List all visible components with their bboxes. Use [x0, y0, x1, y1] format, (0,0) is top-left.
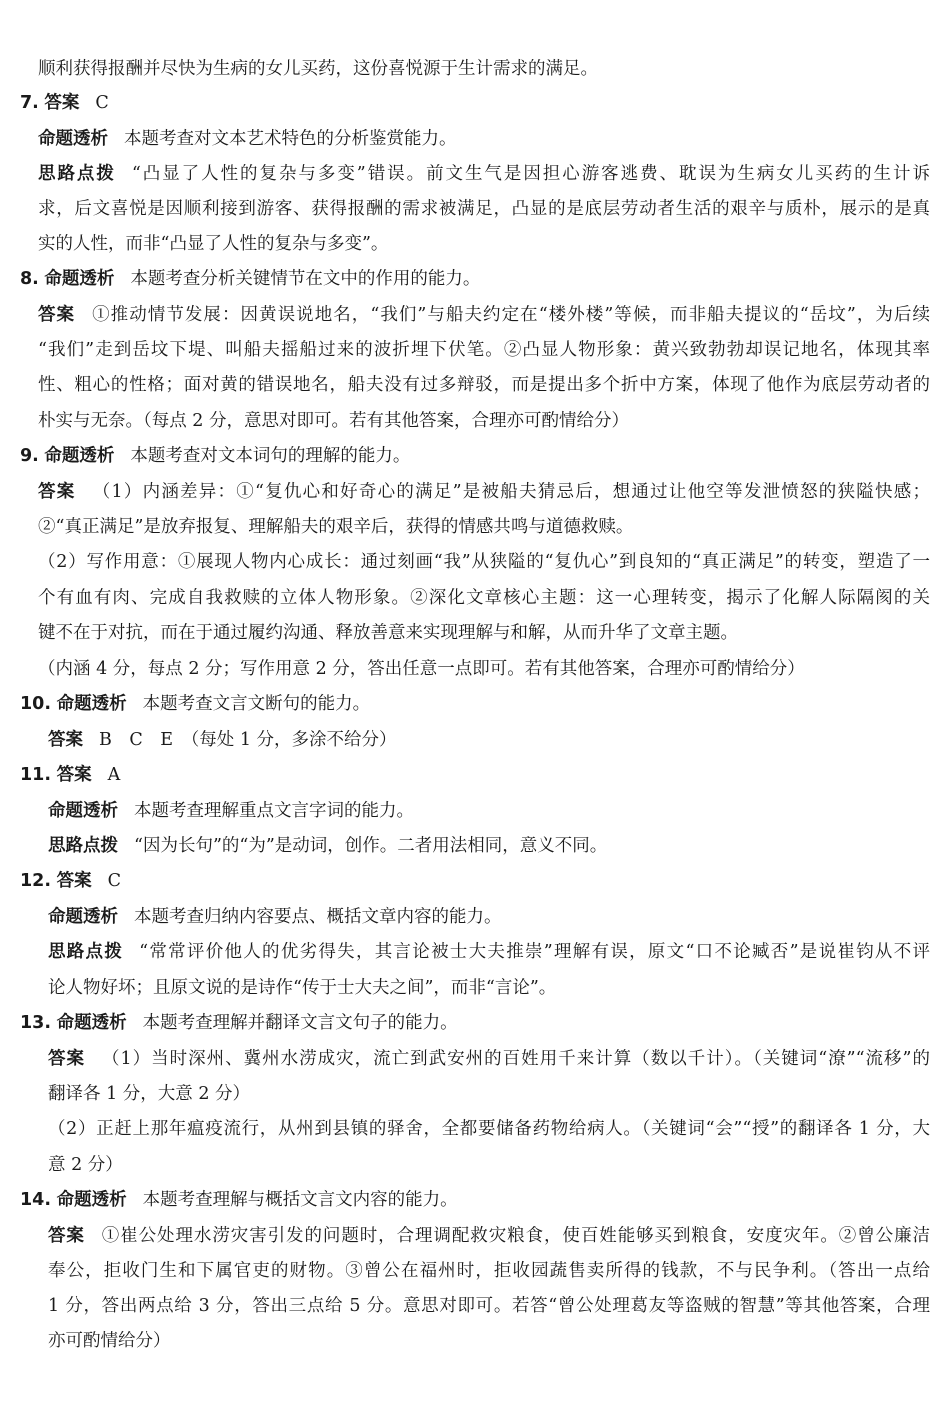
q12-analysis-text: 本题考查归纳内容要点、概括文章内容的能力。	[134, 907, 502, 927]
q8-analysis-row	[20, 267, 480, 291]
q7-analysis-row	[38, 127, 457, 151]
q11-hint-text: “因为长句”的“为”是动词，创作。二者用法相同，意义不同。	[134, 836, 608, 856]
q11-analysis-label: 命题透析	[48, 801, 118, 821]
q9-number: 9.	[20, 446, 39, 466]
q12-hint-line-1: 思路点拨 “常常评价他人的优劣得失，其言论被士大夫推崇”理解有误，原文“口不论臧否”是说崔钧从不评	[48, 942, 930, 962]
q12-number: 12.	[20, 871, 52, 891]
q13-answer-line-1: 答案 （1）当时深州、冀州水涝成灾，流亡到武安州的百姓用千来计算（数以千计）。（关键词“潦”“流移”的	[48, 1049, 931, 1069]
q10-analysis-row	[20, 692, 370, 716]
q11-analysis-text: 本题考查理解重点文言字词的能力。	[134, 801, 414, 821]
q9-analysis-row	[20, 444, 410, 468]
q8-answer-line-1: 答案 ①推动情节发展：因黄误说地名，“我们”与船夫约定在“楼外楼”等候，而非船夫提议的“岳坟”，为后续	[38, 305, 930, 325]
q8-analysis-label: 命题透析	[44, 269, 115, 289]
q7-analysis-label: 命题透析	[38, 129, 108, 149]
q13-answer-line-2: 翻译各 1 分，大意 2 分）	[48, 1084, 251, 1104]
q13-analysis-label: 命题透析	[56, 1013, 127, 1033]
q7-answer-value: C	[95, 93, 109, 113]
q13-answer-line-3: （2）正赶上那年瘟疫流行，从州到县镇的驿舍，全都要储备药物给病人。（关键词“会”“授”的翻译各 1 分，大	[48, 1119, 930, 1139]
q10-analysis-label: 命题透析	[56, 694, 127, 714]
q11-analysis-row	[48, 799, 414, 823]
q10-answer-row	[48, 728, 397, 752]
q11-number: 11.	[20, 765, 52, 785]
q7-hint-line-1: 思路点拨 “凸显了人性的复杂与多变”错误。前文生气是因担心游客逃费、耽误为生病女儿买药的生计诉	[38, 164, 931, 184]
q12-analysis-label: 命题透析	[48, 907, 118, 927]
q12-hint-line-2: 论人物好坏；且原文说的是诗作“传于士大夫之间”，而非“言论”。	[48, 978, 557, 998]
q14-answer-line-2: 奉公，拒收门生和下属官吏的财物。③曾公在福州时，拒收园蔬售卖所得的钱款，不与民争利。（答出一点给	[48, 1261, 930, 1281]
q9-analysis-label: 命题透析	[44, 446, 115, 466]
q8-analysis-text: 本题考查分析关键情节在文中的作用的能力。	[130, 269, 481, 289]
q14-answer-line-4: 亦可酌情给分）	[48, 1331, 171, 1351]
q7-hint-line-2: 求，后文喜悦是因顺利接到游客、获得报酬的需求被满足，凸显的是底层劳动者生活的艰辛与质朴，展示的是真	[38, 199, 930, 219]
q14-number: 14.	[20, 1190, 52, 1210]
q12-analysis-row	[48, 905, 502, 929]
q14-analysis-row	[20, 1188, 458, 1212]
q13-analysis-text: 本题考查理解并翻译文言文句子的能力。	[142, 1013, 458, 1033]
q9-analysis-text: 本题考查对文本词句的理解的能力。	[130, 446, 411, 466]
q8-answer-line-4: 朴实与无奈。（每点 2 分，意思对即可。若有其他答案，合理亦可酌情给分）	[38, 411, 630, 431]
q9-answer-line-2: ②“真正满足”是放弃报复、理解船夫的艰辛后，获得的情感共鸣与道德救赎。	[38, 517, 634, 537]
q9-answer-line-3: （2）写作用意：①展现人物内心成长：通过刻画“我”从狭隘的“复仇心”到良知的“真正满足”的转变，塑造了一	[38, 552, 930, 572]
q14-answer-line-1: 答案 ①崔公处理水涝灾害引发的问题时，合理调配救灾粮食，使百姓能够买到粮食，安度灾年。②曾公廉洁	[48, 1226, 931, 1246]
q14-analysis-text: 本题考查理解与概括文言文内容的能力。	[142, 1190, 458, 1210]
q10-analysis-text: 本题考查文言文断句的能力。	[142, 694, 371, 714]
q11-hint-row	[48, 834, 607, 858]
q7-number: 7.	[20, 93, 39, 113]
q12-answer-row	[20, 869, 121, 893]
q8-answer-line-2: “我们”走到岳坟下堤、叫船夫摇船过来的波折埋下伏笔。②凸显人物形象：黄兴致勃勃却误记地名，体现其率	[38, 340, 930, 360]
q8-answer-label: 答案	[38, 305, 76, 325]
q14-answer-label: 答案	[48, 1226, 85, 1246]
q11-answer-label: 答案	[56, 765, 92, 785]
q12-hint-label: 思路点拨	[48, 942, 124, 962]
q7-answer-label: 答案	[44, 93, 80, 113]
q13-analysis-row	[20, 1011, 458, 1035]
q12-answer-value: C	[107, 871, 121, 891]
q7-answer-row	[20, 91, 109, 115]
q9-answer-line-6: （内涵 4 分，每点 2 分；写作用意 2 分，答出任意一点即可。若有其他答案，合理亦可酌情给分）	[38, 659, 805, 679]
q9-answer-label: 答案	[38, 482, 76, 502]
q14-answer-line-3: 1 分，答出两点给 3 分，答出三点给 5 分。意思对即可。若答“曾公处理葛友等盗贼的智慧”等其他答案，合理	[48, 1296, 930, 1316]
q7-analysis-text: 本题考查对文本艺术特色的分析鉴赏能力。	[124, 129, 457, 149]
q7-hint-label: 思路点拨	[38, 164, 116, 184]
q10-number: 10.	[20, 694, 52, 714]
q8-answer-line-3: 性、粗心的性格；面对黄的错误地名，船夫没有过多辩驳，而是提出多个折中方案，体现了他作为底层劳动者的	[38, 375, 930, 395]
q6-answer-tail: 顺利获得报酬并尽快为生病的女儿买药，这份喜悦源于生计需求的满足。	[38, 59, 598, 79]
q10-answer-value: B C E （每处 1 分，多涂不给分）	[99, 730, 397, 750]
q14-analysis-label: 命题透析	[56, 1190, 127, 1210]
q11-answer-row	[20, 763, 120, 787]
page-cut-edge	[0, 1323, 950, 1351]
q10-answer-label: 答案	[48, 730, 83, 750]
q11-answer-value: A	[107, 765, 121, 785]
q9-answer-line-1: 答案 （1）内涵差异：①“复仇心和好奇心的满足”是被船夫猜忌后，想通过让他空等发泄愤怒的狭隘快感；	[38, 482, 930, 502]
q9-answer-line-5: 键不在于对抗，而在于通过履约沟通、释放善意来实现理解与和解，从而升华了文章主题。	[38, 623, 738, 643]
q13-answer-label: 答案	[48, 1049, 86, 1069]
q13-answer-line-4: 意 2 分）	[48, 1155, 123, 1175]
q11-hint-label: 思路点拨	[48, 836, 118, 856]
q8-number: 8.	[20, 269, 39, 289]
q7-hint-line-3: 实的人性，而非“凸显了人性的复杂与多变”。	[38, 234, 389, 254]
q9-answer-line-4: 个有血有肉、完成自我救赎的立体人物形象。②深化文章核心主题：这一心理转变，揭示了化解人际隔阂的关	[38, 588, 930, 608]
q12-answer-label: 答案	[56, 871, 92, 891]
q13-number: 13.	[20, 1013, 52, 1033]
